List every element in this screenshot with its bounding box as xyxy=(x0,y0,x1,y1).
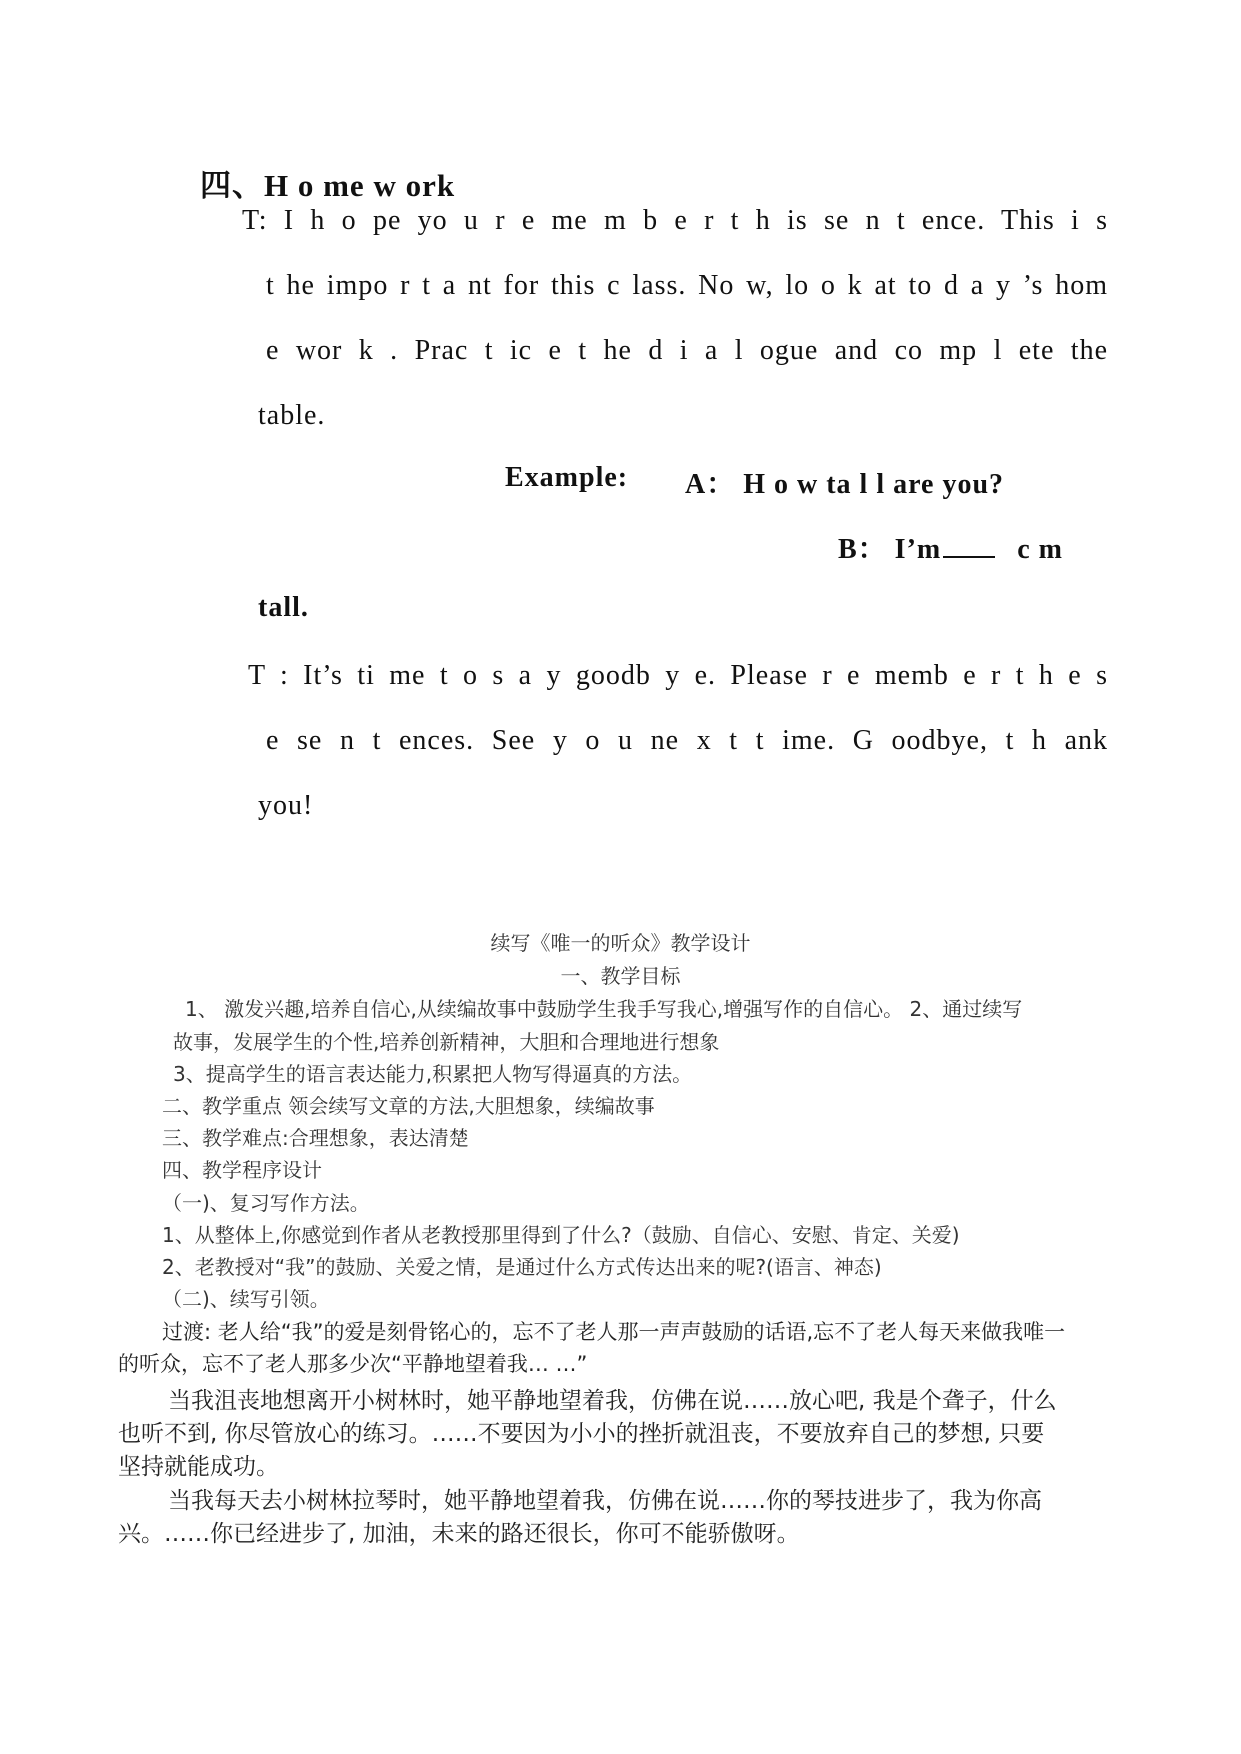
section-heading: 二、教学重点 领会续写文章的方法,大胆想象，续编故事 xyxy=(162,1094,655,1118)
closing-paragraph-line: you! xyxy=(258,790,314,821)
example-question: A： H o w ta l l are you? xyxy=(685,469,1005,500)
subsection-heading: （一)、复习写作方法。 xyxy=(162,1191,370,1215)
review-question: 1、从整体上,你感觉到作者从老教授那里得到了什么?（鼓励、自信心、安慰、肯定、关爱) xyxy=(162,1223,960,1247)
goal-line: 故事，发展学生的个性,培养创新精神，大胆和合理地进行想象 xyxy=(173,1030,720,1054)
example-answer-prefix: B： I’m xyxy=(838,534,942,565)
homework-paragraph-line: e wor k . Prac t ic e t he d i a l ogue and co mp l ete the xyxy=(266,335,1108,366)
paragraph-line: 当我每天去小树林拉琴时，她平静地望着我，仿佛在说……你的琴技进步了，我为你高 xyxy=(168,1488,1042,1514)
homework-heading: 四、H o me w ork xyxy=(200,168,456,203)
homework-paragraph-line: t he impo r t a nt for this c lass. No w, lo o k at to d a y ’s hom xyxy=(266,270,1108,301)
subsection-heading: （二)、续写引领。 xyxy=(162,1287,330,1311)
paragraph-line: 坚持就能成功。 xyxy=(118,1454,279,1480)
section-heading: 四、教学程序设计 xyxy=(162,1158,322,1182)
section-heading: 三、教学难点:合理想象，表达清楚 xyxy=(162,1126,469,1150)
goal-line: 3、提高学生的语言表达能力,积累把人物写得逼真的方法。 xyxy=(173,1062,693,1086)
paragraph-line: 当我沮丧地想离开小树林时，她平静地望着我，仿佛在说……放心吧, 我是个聋子，什么 xyxy=(168,1388,1057,1414)
answer-blank xyxy=(943,534,995,558)
review-question: 2、老教授对“我”的鼓励、关爱之情，是通过什么方式传达出来的呢?(语言、神态) xyxy=(162,1255,882,1279)
homework-paragraph-line: T: I h o pe yo u r e me m b e r t h is se n t ence. This i s xyxy=(242,205,1108,236)
paragraph-line: 兴。……你已经进步了, 加油，未来的路还很长，你可不能骄傲呀。 xyxy=(118,1521,800,1547)
example-label: Example: xyxy=(505,462,629,493)
example-answer-tail: tall. xyxy=(258,592,309,623)
example-answer-suffix: c m xyxy=(1017,534,1063,565)
paragraph-line: 也听不到, 你尽管放心的练习。……不要因为小小的挫折就沮丧，不要放弃自己的梦想, 只要 xyxy=(118,1421,1045,1447)
transition-line: 过渡: 老人给“我”的爱是刻骨铭心的，忘不了老人那一声声鼓励的话语,忘不了老人每天来做我唯一 xyxy=(162,1320,1066,1344)
transition-line: 的听众，忘不了老人那多少次“平静地望着我… …” xyxy=(118,1352,588,1376)
homework-paragraph-line: table. xyxy=(258,400,326,431)
lesson-title: 续写《唯一的听众》教学设计 xyxy=(490,931,751,955)
closing-paragraph-line: T : It’s ti me t o s a y goodb y e. Please r e memb e r t h e s xyxy=(248,660,1108,691)
goal-line: 1、 激发兴趣,培养自信心,从续编故事中鼓励学生我手写我心,增强写作的自信心。 2、通过续写 xyxy=(185,997,1023,1021)
closing-paragraph-line: e se n t ences. See y o u ne x t t ime. G oodbye, t h ank xyxy=(266,725,1108,756)
example-answer xyxy=(838,527,1063,567)
section-heading: 一、教学目标 xyxy=(560,964,681,988)
